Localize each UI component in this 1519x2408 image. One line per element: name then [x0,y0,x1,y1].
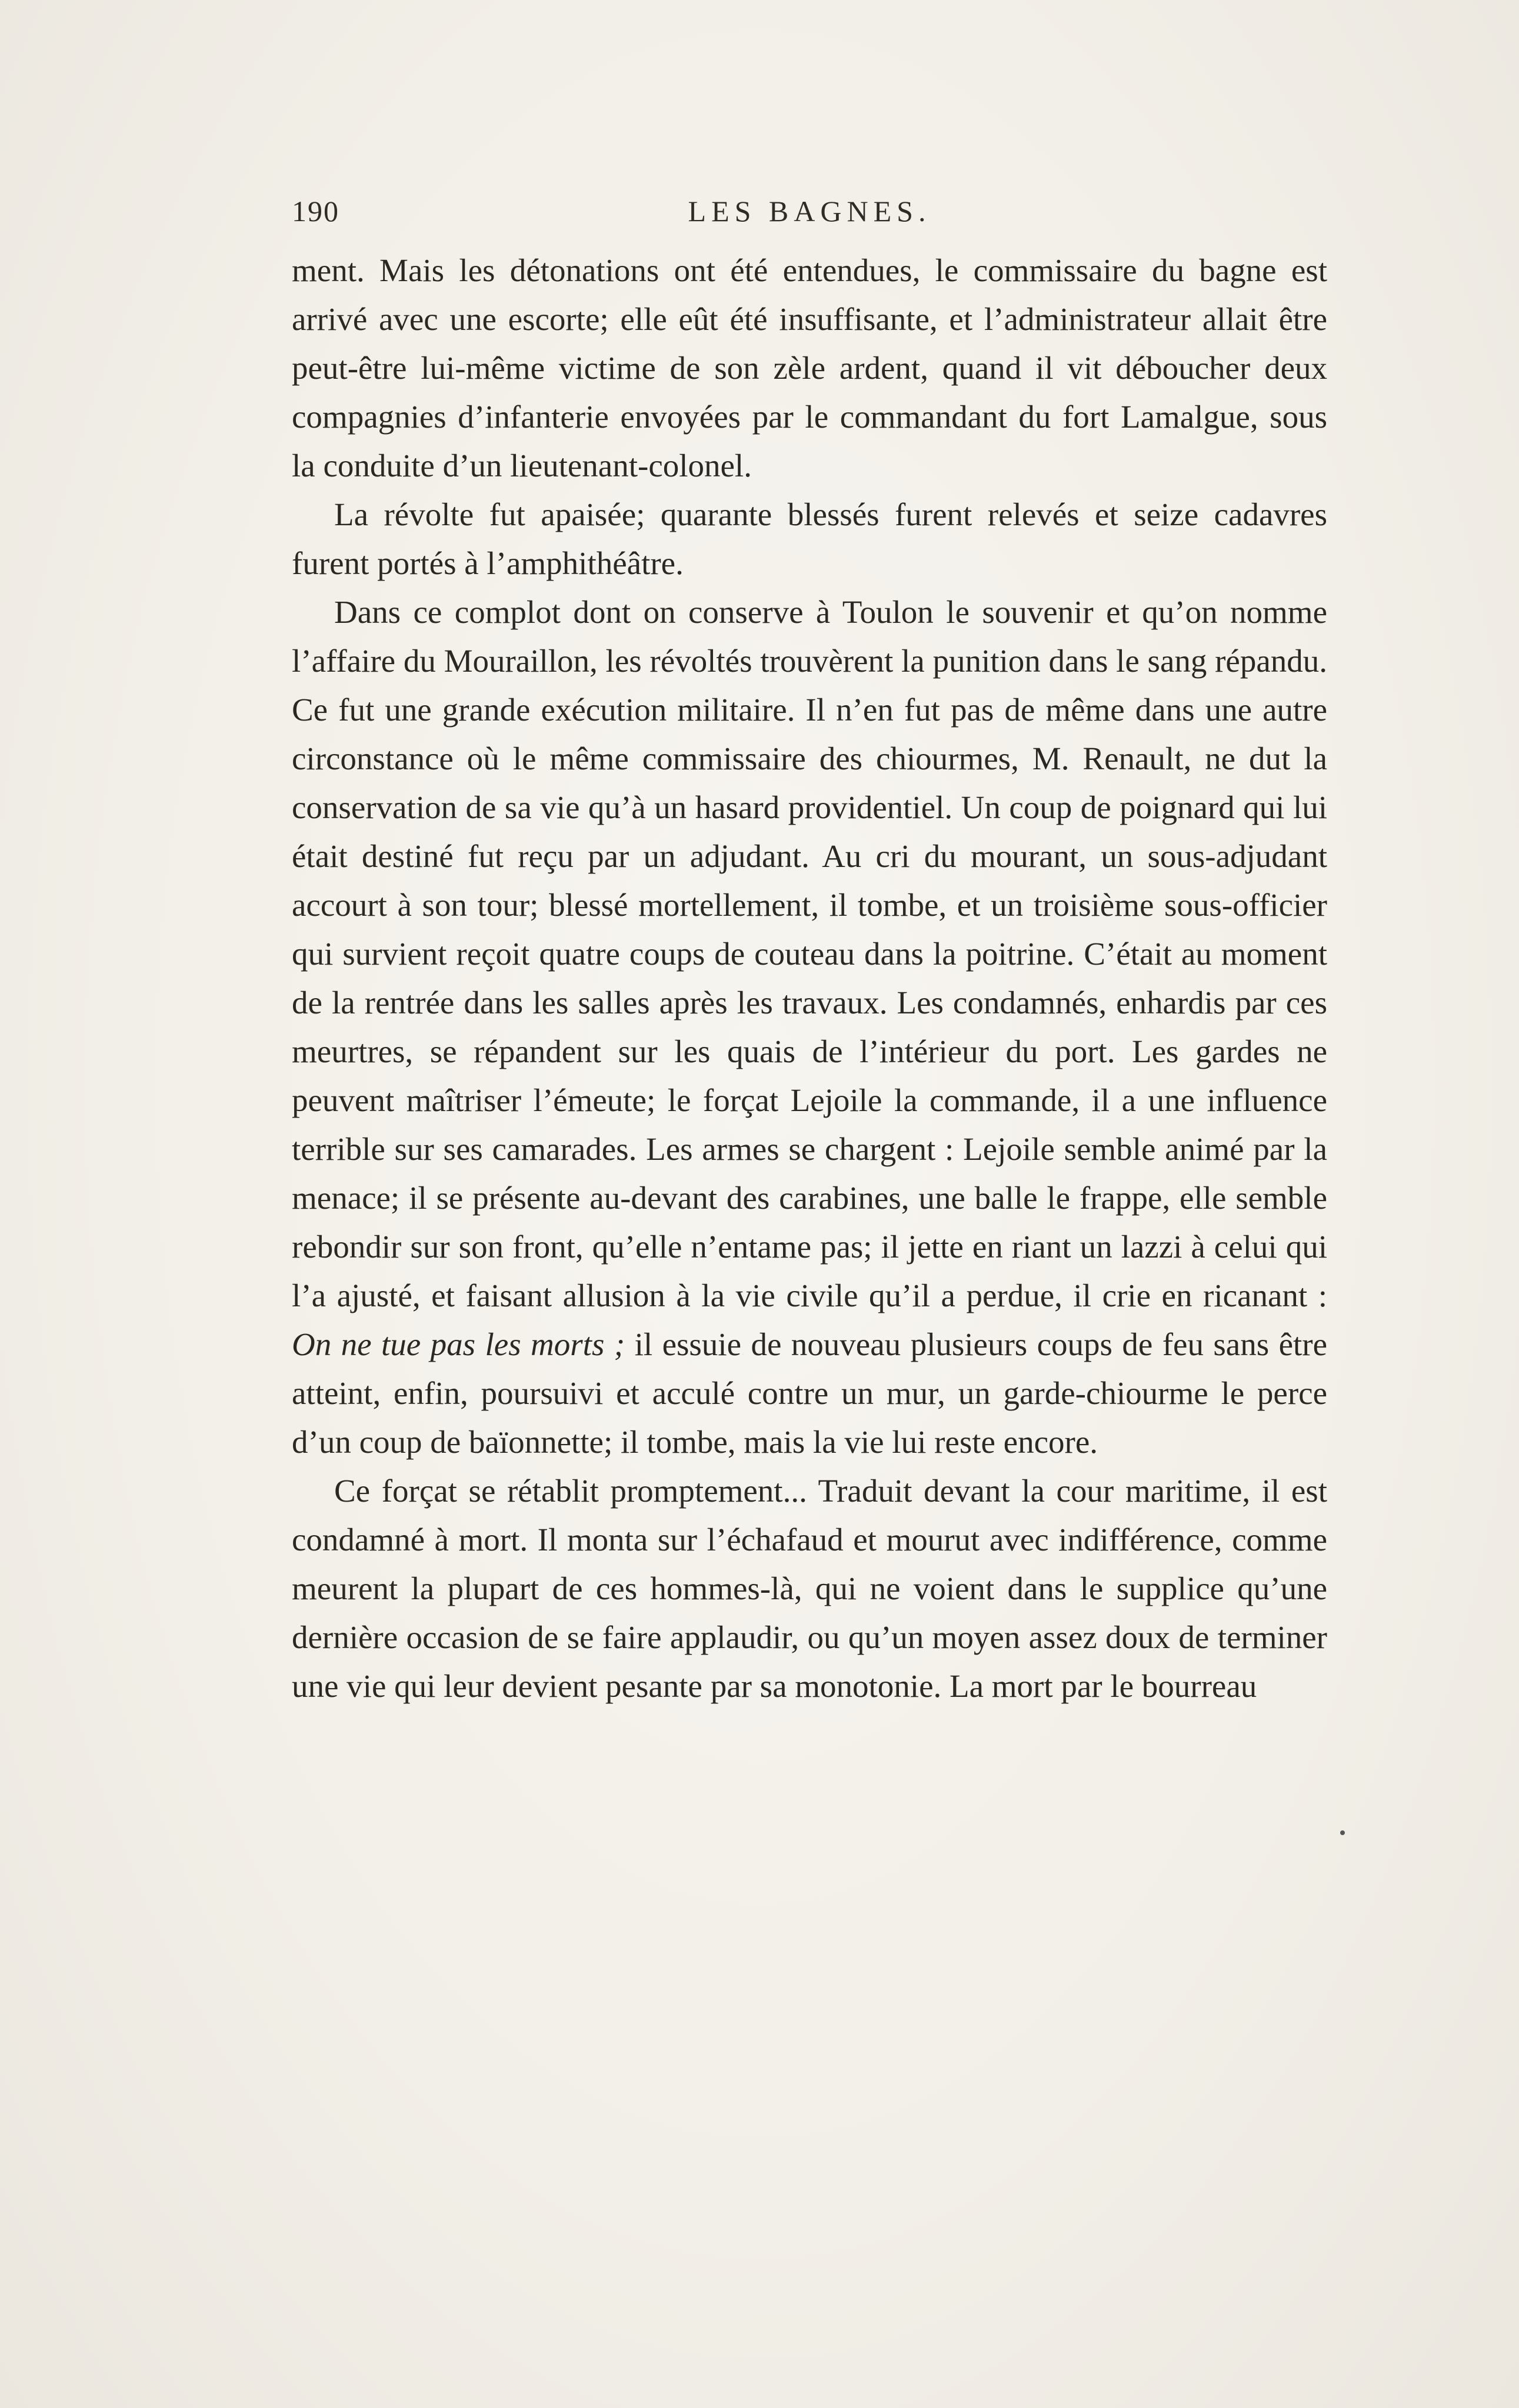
page-header [292,194,1327,241]
paragraph-2: La révolte fut apaisée; quarante blessés furent relevés et seize cadavres furent portés à l’amphithéâtre. [292,496,1327,581]
paragraph-3-continuation: il essuie de nouveau plusieurs coups de feu sans être atteint, enfin, poursuivi et acculé contre un mur, un garde-chiourme le perce d’un coup de baïonnette; il tombe, mais la vie lui reste encore. [292,1326,1327,1460]
paragraph-1: ment. Mais les détonations ont été entendues, le commissaire du bagne est arrivé avec une escorte; elle eût été insuffisante, et l’administrateur allait être peut-être lui-même victime de son zèle ardent, quand il vit déboucher deux compagnies d’infanterie envoyées par le commandant du fort Lamalgue, sous la conduite d’un lieutenant-colonel. [292,252,1327,483]
paragraph-3 [292,588,1327,1466]
running-head: LES BAGNES. [688,195,931,228]
body-text [292,246,1327,1710]
paragraph-4: Ce forçat se rétablit promptement... Traduit devant la cour maritime, il est condamné à mort. Il monta sur l’échafaud et mourut avec indifférence, comme meurent la plupart de ces hommes-là, qui ne voient dans le supplice qu’une dernière occasion de se faire applaudir, ou qu’un moyen assez doux de terminer une vie qui leur devient pesante par sa monotonie. La mort par le bourreau [292,1473,1327,1704]
page-number: 190 [292,195,339,228]
paragraph-3-text: Dans ce complot dont on conserve à Toulon le souvenir et qu’on nomme l’affaire du Mouraillon, les révoltés trouvèrent la punition dans le sang répandu. Ce fut une grande exécution militaire. Il n’en fut pas de même dans une autre circonstance où le même commissaire des chiourmes, M. Renault, ne dut la conservation de sa vie qu’à un hasard providentiel. Un coup de poignard qui lui était destiné fut reçu par un adjudant. Au cri du mourant, un sous-adjudant accourt à son tour; blessé mortellement, il tombe, et un troisième sous-officier qui survient reçoit quatre coups de couteau dans la poitrine. C’était au moment de la rentrée dans les salles après les travaux. Les condamnés, enhardis par ces meurtres, se répandent sur les quais de l’intérieur du port. Les gardes ne peuvent maîtriser l’émeute; le forçat Lejoile la commande, il a une influence terrible sur ses camarades. Les armes se chargent : Lejoile semble animé par la menace; il se présente au-devant des carabines, une balle le frappe, elle semble rebondir sur son front, qu’elle n’entame pas; il jette en riant un lazzi à celui qui l’a ajusté, et faisant allusion à la vie civile qu’il a perdue, il crie en ricanant : [292,594,1327,1313]
margin-mark [1340,1830,1345,1835]
italic-quote: On ne tue pas les morts ; [292,1326,625,1362]
